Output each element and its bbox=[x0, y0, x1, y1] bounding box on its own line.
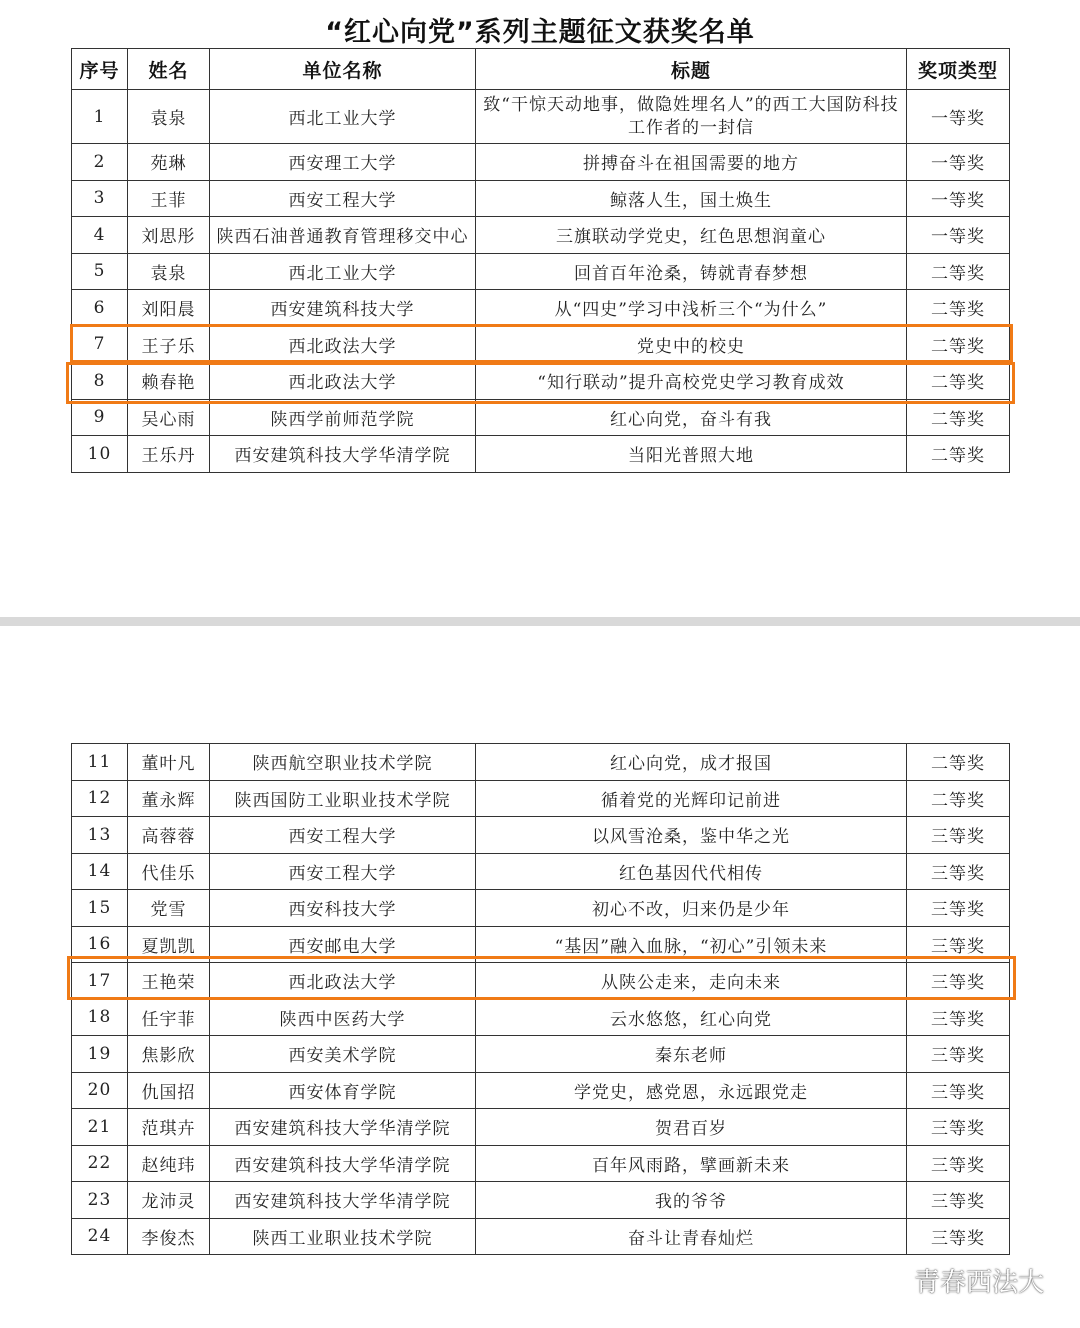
cell-name: 王子乐 bbox=[128, 326, 210, 363]
cell-serial: 7 bbox=[72, 326, 128, 363]
cell-unit: 西安美术学院 bbox=[210, 1036, 476, 1073]
cell-serial: 20 bbox=[72, 1072, 128, 1109]
cell-unit: 西安科技大学 bbox=[210, 890, 476, 927]
table-row bbox=[72, 963, 1010, 1000]
cell-serial: 23 bbox=[72, 1182, 128, 1219]
cell-unit: 西安建筑科技大学华清学院 bbox=[210, 1182, 476, 1219]
cell-unit: 陕西国防工业职业技术学院 bbox=[210, 780, 476, 817]
cell-award-type: 二等奖 bbox=[907, 363, 1010, 400]
cell-name: 焦影欣 bbox=[128, 1036, 210, 1073]
cell-name: 范琪卉 bbox=[128, 1109, 210, 1146]
cell-unit: 西安工程大学 bbox=[210, 853, 476, 890]
cell-name: 吴心雨 bbox=[128, 399, 210, 436]
cell-name: 夏凯凯 bbox=[128, 926, 210, 963]
cell-serial: 16 bbox=[72, 926, 128, 963]
cell-serial: 2 bbox=[72, 144, 128, 181]
cell-serial: 11 bbox=[72, 744, 128, 781]
cell-award-type: 三等奖 bbox=[907, 1072, 1010, 1109]
cell-serial: 5 bbox=[72, 253, 128, 290]
header-award-type: 奖项类型 bbox=[907, 49, 1010, 90]
table-row bbox=[72, 144, 1010, 181]
cell-serial: 18 bbox=[72, 999, 128, 1036]
table-row bbox=[72, 1145, 1010, 1182]
cell-award-type: 三等奖 bbox=[907, 1109, 1010, 1146]
cell-award-type: 一等奖 bbox=[907, 180, 1010, 217]
cell-award-type: 二等奖 bbox=[907, 253, 1010, 290]
wechat-watermark bbox=[868, 1262, 1044, 1299]
cell-name: 袁泉 bbox=[128, 253, 210, 290]
table-row bbox=[72, 780, 1010, 817]
cell-award-type: 一等奖 bbox=[907, 144, 1010, 181]
cell-name: 刘阳晨 bbox=[128, 290, 210, 327]
cell-name: 代佳乐 bbox=[128, 853, 210, 890]
cell-serial: 15 bbox=[72, 890, 128, 927]
cell-unit: 陕西学前师范学院 bbox=[210, 399, 476, 436]
wechat-icon bbox=[868, 1266, 908, 1296]
cell-topic: 以风雪沧桑，鉴中华之光 bbox=[476, 817, 907, 854]
table-row bbox=[72, 363, 1010, 400]
table-row bbox=[72, 90, 1010, 144]
cell-award-type: 二等奖 bbox=[907, 744, 1010, 781]
table-row bbox=[72, 253, 1010, 290]
watermark-text: 青春西法大 bbox=[913, 1268, 1044, 1298]
table-row bbox=[72, 999, 1010, 1036]
cell-award-type: 三等奖 bbox=[907, 963, 1010, 1000]
awards-table-page-1 bbox=[71, 48, 1010, 473]
cell-serial: 3 bbox=[72, 180, 128, 217]
header-serial: 序号 bbox=[72, 49, 128, 90]
cell-topic: 当阳光普照大地 bbox=[476, 436, 907, 473]
cell-topic: 贺君百岁 bbox=[476, 1109, 907, 1146]
cell-name: 任宇菲 bbox=[128, 999, 210, 1036]
cell-serial: 8 bbox=[72, 363, 128, 400]
cell-serial: 10 bbox=[72, 436, 128, 473]
cell-topic: “基因”融入血脉，“初心”引领未来 bbox=[476, 926, 907, 963]
cell-serial: 19 bbox=[72, 1036, 128, 1073]
table-row bbox=[72, 1036, 1010, 1073]
table-row bbox=[72, 217, 1010, 254]
cell-award-type: 三等奖 bbox=[907, 926, 1010, 963]
cell-award-type: 三等奖 bbox=[907, 853, 1010, 890]
cell-unit: 西北工业大学 bbox=[210, 90, 476, 144]
cell-topic: 红心向党，奋斗有我 bbox=[476, 399, 907, 436]
cell-topic: 我的爷爷 bbox=[476, 1182, 907, 1219]
table-row bbox=[72, 436, 1010, 473]
cell-topic: 鲸落人生，国土焕生 bbox=[476, 180, 907, 217]
cell-award-type: 二等奖 bbox=[907, 399, 1010, 436]
table-row bbox=[72, 744, 1010, 781]
cell-topic: 党史中的校史 bbox=[476, 326, 907, 363]
cell-serial: 1 bbox=[72, 90, 128, 144]
cell-unit: 陕西中医药大学 bbox=[210, 999, 476, 1036]
table-row bbox=[72, 326, 1010, 363]
cell-serial: 22 bbox=[72, 1145, 128, 1182]
cell-name: 王乐丹 bbox=[128, 436, 210, 473]
cell-unit: 西安建筑科技大学华清学院 bbox=[210, 1145, 476, 1182]
cell-serial: 24 bbox=[72, 1218, 128, 1255]
table-row bbox=[72, 890, 1010, 927]
cell-award-type: 二等奖 bbox=[907, 326, 1010, 363]
cell-award-type: 三等奖 bbox=[907, 1182, 1010, 1219]
cell-topic: 回首百年沧桑，铸就青春梦想 bbox=[476, 253, 907, 290]
cell-name: 刘思彤 bbox=[128, 217, 210, 254]
table-row bbox=[72, 853, 1010, 890]
cell-serial: 9 bbox=[72, 399, 128, 436]
cell-award-type: 三等奖 bbox=[907, 890, 1010, 927]
cell-name: 党雪 bbox=[128, 890, 210, 927]
cell-unit: 西北政法大学 bbox=[210, 326, 476, 363]
cell-serial: 21 bbox=[72, 1109, 128, 1146]
cell-serial: 17 bbox=[72, 963, 128, 1000]
cell-name: 苑琳 bbox=[128, 144, 210, 181]
cell-unit: 西安工程大学 bbox=[210, 180, 476, 217]
table-row bbox=[72, 399, 1010, 436]
cell-topic: “知行联动”提升高校党史学习教育成效 bbox=[476, 363, 907, 400]
cell-topic: 拼搏奋斗在祖国需要的地方 bbox=[476, 144, 907, 181]
cell-award-type: 一等奖 bbox=[907, 90, 1010, 144]
cell-topic: 初心不改，归来仍是少年 bbox=[476, 890, 907, 927]
cell-award-type: 三等奖 bbox=[907, 1036, 1010, 1073]
cell-unit: 西安体育学院 bbox=[210, 1072, 476, 1109]
table-row bbox=[72, 1109, 1010, 1146]
cell-unit: 西安邮电大学 bbox=[210, 926, 476, 963]
cell-topic: 致“干惊天动地事，做隐姓埋名人”的西工大国防科技工作者的一封信 bbox=[476, 90, 907, 144]
cell-award-type: 一等奖 bbox=[907, 217, 1010, 254]
table-row bbox=[72, 1072, 1010, 1109]
header-unit: 单位名称 bbox=[210, 49, 476, 90]
cell-topic: 奋斗让青春灿烂 bbox=[476, 1218, 907, 1255]
table-row bbox=[72, 180, 1010, 217]
table-header-row bbox=[72, 49, 1010, 90]
cell-topic: 秦东老师 bbox=[476, 1036, 907, 1073]
cell-unit: 陕西石油普通教育管理移交中心 bbox=[210, 217, 476, 254]
cell-name: 李俊杰 bbox=[128, 1218, 210, 1255]
cell-name: 王艳荣 bbox=[128, 963, 210, 1000]
cell-unit: 西安建筑科技大学华清学院 bbox=[210, 1109, 476, 1146]
header-topic: 标题 bbox=[476, 49, 907, 90]
cell-topic: 循着党的光辉印记前进 bbox=[476, 780, 907, 817]
cell-unit: 西安工程大学 bbox=[210, 817, 476, 854]
cell-topic: 红心向党，成才报国 bbox=[476, 744, 907, 781]
cell-award-type: 三等奖 bbox=[907, 1145, 1010, 1182]
table-row bbox=[72, 817, 1010, 854]
cell-serial: 14 bbox=[72, 853, 128, 890]
cell-topic: 三旗联动学党史，红色思想润童心 bbox=[476, 217, 907, 254]
table-row bbox=[72, 1182, 1010, 1219]
cell-serial: 13 bbox=[72, 817, 128, 854]
cell-name: 赖春艳 bbox=[128, 363, 210, 400]
cell-unit: 西北工业大学 bbox=[210, 253, 476, 290]
header-name: 姓名 bbox=[128, 49, 210, 90]
cell-unit: 陕西工业职业技术学院 bbox=[210, 1218, 476, 1255]
cell-name: 董叶凡 bbox=[128, 744, 210, 781]
awards-table-page-2 bbox=[71, 743, 1010, 1255]
cell-unit: 陕西航空职业技术学院 bbox=[210, 744, 476, 781]
cell-name: 王菲 bbox=[128, 180, 210, 217]
cell-topic: 红色基因代代相传 bbox=[476, 853, 907, 890]
cell-name: 董永辉 bbox=[128, 780, 210, 817]
cell-topic: 百年风雨路，擘画新未来 bbox=[476, 1145, 907, 1182]
cell-award-type: 二等奖 bbox=[907, 436, 1010, 473]
cell-award-type: 二等奖 bbox=[907, 290, 1010, 327]
table-row bbox=[72, 926, 1010, 963]
cell-name: 赵纯玮 bbox=[128, 1145, 210, 1182]
cell-unit: 西安建筑科技大学华清学院 bbox=[210, 436, 476, 473]
cell-name: 仇国招 bbox=[128, 1072, 210, 1109]
cell-unit: 西安理工大学 bbox=[210, 144, 476, 181]
cell-serial: 4 bbox=[72, 217, 128, 254]
cell-award-type: 二等奖 bbox=[907, 780, 1010, 817]
cell-topic: 从“四史”学习中浅析三个“为什么” bbox=[476, 290, 907, 327]
cell-name: 龙沛灵 bbox=[128, 1182, 210, 1219]
cell-topic: 云水悠悠，红心向党 bbox=[476, 999, 907, 1036]
document-title: “红心向党”系列主题征文获奖名单 bbox=[325, 17, 755, 48]
table-row bbox=[72, 1218, 1010, 1255]
cell-name: 袁泉 bbox=[128, 90, 210, 144]
table-row bbox=[72, 290, 1010, 327]
cell-award-type: 三等奖 bbox=[907, 817, 1010, 854]
cell-topic: 从陕公走来，走向未来 bbox=[476, 963, 907, 1000]
page-divider bbox=[0, 617, 1080, 626]
cell-unit: 西北政法大学 bbox=[210, 963, 476, 1000]
cell-unit: 西北政法大学 bbox=[210, 363, 476, 400]
cell-topic: 学党史，感党恩，永远跟党走 bbox=[476, 1072, 907, 1109]
cell-name: 高蓉蓉 bbox=[128, 817, 210, 854]
cell-serial: 6 bbox=[72, 290, 128, 327]
cell-serial: 12 bbox=[72, 780, 128, 817]
cell-unit: 西安建筑科技大学 bbox=[210, 290, 476, 327]
cell-award-type: 三等奖 bbox=[907, 1218, 1010, 1255]
cell-award-type: 三等奖 bbox=[907, 999, 1010, 1036]
